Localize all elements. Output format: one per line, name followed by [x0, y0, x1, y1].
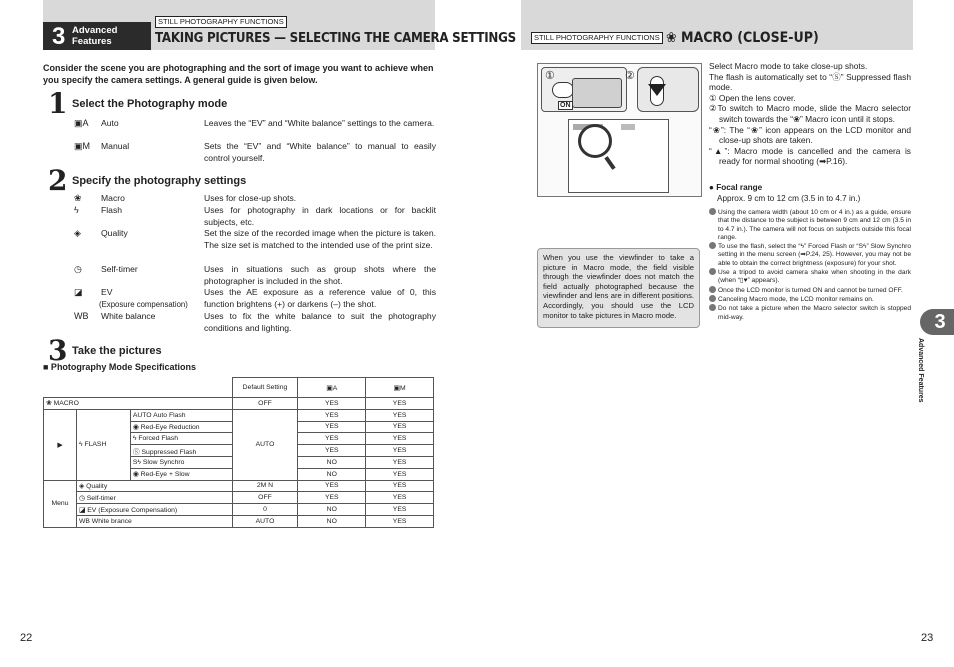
table-cell: ◷ Self-timer — [76, 492, 232, 504]
table-header: ▣M — [366, 378, 434, 398]
text-line: “❀”: The “❀” icon appears on the LCD monitor and close-up shots are taken. — [709, 124, 911, 146]
left-header — [43, 0, 516, 50]
page-title: TAKING PICTURES — SELECTING THE CAMERA SETTINGS — [155, 30, 516, 46]
note-icon — [709, 295, 716, 302]
step-number: 1 — [48, 87, 68, 120]
table-cell: AUTO — [232, 515, 298, 527]
table-cell: 0 — [232, 504, 298, 516]
table-header-row — [44, 378, 434, 398]
def-term: Flash — [101, 205, 123, 215]
def-desc: Sets the “EV” and “White balance” to manual to easily control yourself. — [204, 141, 436, 163]
chapter-number: 3 — [52, 23, 66, 50]
def-desc: Uses the AE exposure as a reference value of 0, this function brightens (+) or darkens (–) the shot. — [204, 287, 436, 309]
note-icon — [709, 242, 716, 249]
text-line: “▲”: Macro mode is cancelled and the camera is ready for normal shooting (➡P.16). — [709, 145, 911, 167]
table-cell: ❀ MACRO — [44, 398, 233, 410]
macro-instructions — [709, 61, 911, 167]
table-cell: YES — [298, 433, 366, 445]
step-number: 2 — [48, 164, 68, 197]
table-cell: YES — [366, 445, 434, 457]
spec-table — [43, 377, 434, 528]
table-cell: YES — [366, 492, 434, 504]
table-row — [44, 515, 434, 527]
focal-value: Approx. 9 cm to 12 cm (3.5 in to 4.7 in.) — [717, 194, 861, 203]
table-cell: YES — [298, 445, 366, 457]
right-page — [477, 0, 954, 667]
table-cell: ◉ Red-Eye Reduction — [130, 421, 232, 433]
camera-back-image — [625, 67, 699, 112]
table-cell: YES — [298, 492, 366, 504]
table-cell: AUTO — [232, 409, 298, 480]
def-desc: Leaves the “EV” and “White balance” settings to the camera. — [204, 118, 435, 128]
table-row — [44, 504, 434, 516]
camera-body — [572, 78, 622, 108]
table-cell: Sϟ Slow Synchro — [130, 456, 232, 468]
page-number: 23 — [921, 632, 934, 644]
text-line: ②To switch to Macro mode, slide the Macro selector switch towards the “❀” Macro icon until it stops. — [709, 103, 911, 124]
def-term: EV — [101, 287, 113, 297]
note-icon — [709, 304, 716, 311]
step-marker: ① — [545, 70, 555, 82]
table-cell: YES — [366, 515, 434, 527]
self-timer-icon: ◷ — [74, 264, 82, 274]
def-sub: (Exposure compensation) — [99, 300, 188, 309]
def-term: Macro — [101, 193, 125, 203]
table-cell: YES — [366, 480, 434, 492]
table-row — [44, 492, 434, 504]
viewfinder-note: When you use the viewfinder to take a picture in Macro mode, the field visible through the viewfinder does not match the field actually photographed because the viewfinder and lens are in different positions. Accordingly, you should use the LCD monitor to take pictures in Macro mode. — [537, 248, 700, 328]
section-tag: STILL PHOTOGRAPHY FUNCTIONS — [155, 16, 287, 28]
chapter-title: Advanced Features — [72, 25, 118, 47]
def-term: White balance — [101, 311, 156, 321]
page-title: ❀ MACRO (CLOSE-UP) — [666, 30, 819, 46]
on-label: ON — [560, 102, 571, 109]
step-marker: ② — [625, 70, 635, 82]
table-cell: YES — [298, 421, 366, 433]
table-cell: AUTO Auto Flash — [130, 409, 232, 421]
def-term: Self-timer — [101, 264, 138, 274]
camera-auto-icon: ▣A — [74, 118, 89, 128]
def-desc: Uses for photography in dark locations or for backlit subjects, etc. — [204, 205, 436, 227]
ev-icon: ◪ — [74, 287, 83, 297]
table-cell: ◉ Red-Eye + Slow — [130, 468, 232, 480]
table-cell: YES — [298, 398, 366, 410]
note-item: Canceling Macro mode, the LCD monitor remains on. — [709, 295, 911, 304]
table-cell: YES — [366, 456, 434, 468]
magnifier-icon — [578, 124, 612, 158]
intro-text: Consider the scene you are photographing and the sort of image you want to achieve when you specify the camera settings. A general guide is given below. — [43, 63, 434, 85]
table-cell: 2M N — [232, 480, 298, 492]
def-term: Quality — [101, 228, 128, 238]
spec-heading: ■ Photography Mode Specifications — [43, 362, 196, 372]
chapter-tab-label: Advanced Features — [917, 338, 924, 403]
text-line: ① Open the lens cover. — [709, 92, 796, 103]
table-cell: OFF — [232, 398, 298, 410]
focal-title: ● Focal range — [709, 183, 763, 192]
right-header — [521, 0, 913, 50]
def-desc: Uses in situations such as group shots where the photographer is included in the shot. — [204, 264, 436, 286]
chapter-badge — [43, 22, 151, 50]
note-item: To use the flash, select the “ϟ” Forced Flash or “Sϟ” Slow Synchro setting in the menu screen (➡P.24, 25). However, you may not be able to obtain the correct brightness (exposure) for your shot. — [709, 242, 911, 268]
table-cell: YES — [298, 409, 366, 421]
table-cell: ◈ Quality — [76, 480, 232, 492]
page-number: 22 — [20, 632, 33, 644]
table-row — [44, 398, 434, 410]
table-cell: YES — [366, 398, 434, 410]
focal-range — [709, 182, 911, 204]
table-row — [44, 480, 434, 492]
table-cell: NO — [298, 456, 366, 468]
macro-icon: ❀ — [74, 193, 82, 203]
step-title: Specify the photography settings — [72, 175, 247, 187]
def-desc: Uses for close-up shots. — [204, 193, 297, 203]
table-cell: ϟ Forced Flash — [130, 433, 232, 445]
table-row — [44, 409, 434, 421]
table-header: Default Setting — [232, 378, 298, 398]
table-cell: ◪ EV (Exposure Compensation) — [76, 504, 232, 516]
table-cell: ▶ — [44, 409, 77, 480]
step-number: 3 — [48, 334, 68, 367]
arrow-down-icon — [648, 84, 666, 96]
def-desc: Set the size of the recorded image when the picture is taken. The size set is matched to the intended use of the print size. — [204, 228, 436, 250]
camera-illustration — [537, 63, 702, 197]
step-title: Select the Photography mode — [72, 98, 228, 110]
note-icon — [709, 268, 716, 275]
table-cell: Ⓢ Suppressed Flash — [130, 445, 232, 457]
table-header: ▣A — [298, 378, 366, 398]
table-cell: YES — [366, 504, 434, 516]
white-balance-icon: WB — [74, 311, 89, 321]
table-cell: OFF — [232, 492, 298, 504]
table-cell: YES — [366, 409, 434, 421]
note-item: Use a tripod to avoid camera shake when shooting in the dark (when “▯♥” appears). — [709, 268, 911, 286]
step-title: Take the pictures — [72, 345, 162, 357]
table-cell: YES — [366, 468, 434, 480]
note-item: Do not take a picture when the Macro selector switch is stopped mid-way. — [709, 304, 911, 322]
table-cell: NO — [298, 515, 366, 527]
note-icon — [709, 208, 716, 215]
lcd-indicator — [621, 124, 635, 130]
table-cell: YES — [366, 421, 434, 433]
camera-manual-icon: ▣M — [74, 141, 91, 151]
def-desc: Uses to fix the white balance to suit the photography conditions and lighting. — [204, 311, 436, 333]
table-cell: NO — [298, 468, 366, 480]
text-line: The flash is automatically set to “Ⓢ” Suppressed flash mode. — [709, 71, 911, 93]
def-term: Manual — [101, 141, 130, 151]
note-icon — [709, 286, 716, 293]
table-cell: Menu — [44, 480, 77, 527]
table-cell: WB White brance — [76, 515, 232, 527]
def-term: Auto — [101, 118, 119, 128]
table-cell: YES — [298, 480, 366, 492]
text-line: Select Macro mode to take close-up shots. — [709, 61, 868, 71]
lens-cover — [552, 82, 574, 98]
table-cell: ϟ FLASH — [76, 409, 130, 480]
notes-list — [709, 208, 911, 322]
table-cell: NO — [298, 504, 366, 516]
flash-icon: ϟ — [74, 205, 79, 215]
quality-icon: ◈ — [74, 228, 81, 238]
table-cell: YES — [366, 433, 434, 445]
camera-front-image — [541, 67, 627, 112]
note-item: Once the LCD monitor is turned ON and cannot be turned OFF. — [709, 286, 911, 295]
section-tag: STILL PHOTOGRAPHY FUNCTIONS — [531, 32, 663, 44]
note-item: Using the camera width (about 10 cm or 4 in.) as a guide, ensure that the distance to the subject is between 9 cm and 12 cm (3.5 in to 4.7 in.). The camera will not focus on subjects outside this focal range. — [709, 208, 911, 242]
chapter-tab: 3 — [920, 309, 954, 335]
